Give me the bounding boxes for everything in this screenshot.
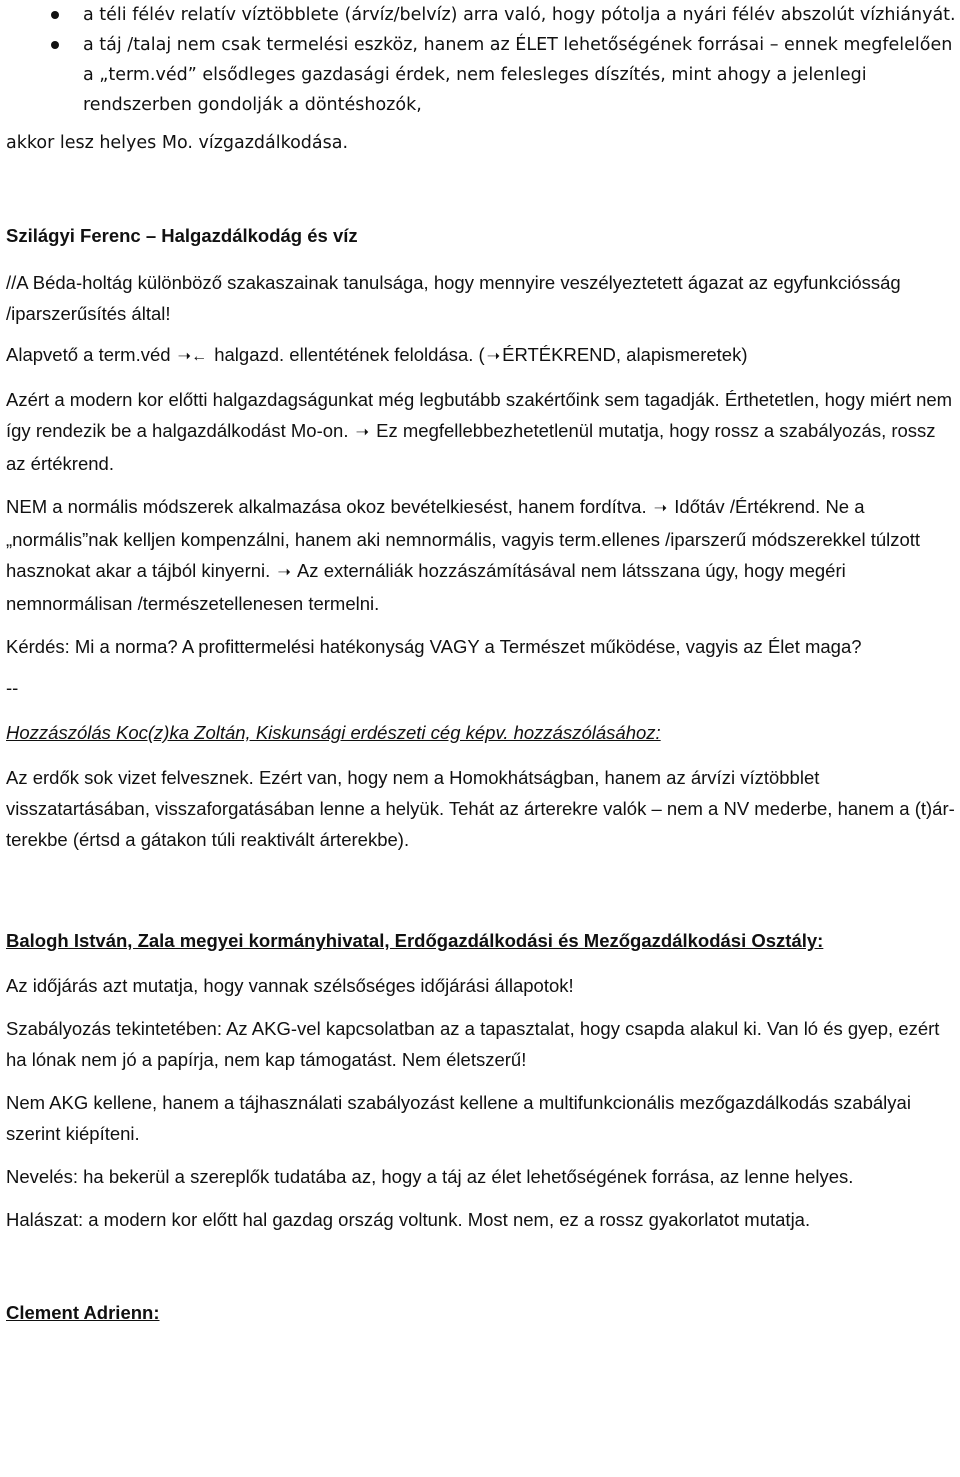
paragraph: Halászat: a modern kor előtt hal gazdag ország voltunk. Most nem, ez a rossz gyakorlatot mutatja. [6,1209,811,1230]
arrow-icon: ➝ [355,424,370,441]
section-heading-szilagyi: Szilágyi Ferenc – Halgazdálkodág és víz [6,225,358,246]
paragraph-text: Ez megfellebbezhetetlenül mutatja, hogy rossz a szabályozás, rossz az értékrend. [6,420,936,474]
paragraph-text: NEM a normális módszerek alkalmazása okoz bevételkiesést, hanem fordítva. [6,496,647,517]
bullet-icon [51,11,59,19]
arrow-icon: ➝← [177,348,208,365]
bullet-icon [51,41,59,49]
arrow-icon: ➝ [486,348,501,365]
paragraph [6,384,956,479]
paragraph [6,339,956,372]
section-heading-clement: Clement Adrienn: [6,1302,160,1323]
paragraph-text: Az externáliák hozzászámításával nem látsszana úgy, hogy megéri nemnormálisan /természetellenesen termelni. [6,560,846,614]
list-item [6,0,956,30]
bullet-conclusion: akkor lesz helyes Mo. vízgazdálkodása. [6,133,349,153]
paragraph: Szabályozás tekintetében: Az AKG-vel kapcsolatban az a tapasztalat, hogy csapda alakul ki. Van ló és gyep, ezért ha lónak nem jó a papírja, nem kap támogatást. Nem életszerű! [6,1018,940,1070]
paragraph-text: Alapvető a term.véd [6,344,171,365]
paragraph: Nevelés: ha bekerül a szereplők tudatába az, hogy a táj az élet lehetőségének forrása, az lenne helyes. [6,1166,854,1187]
paragraph: Az erdők sok vizet felvesznek. Ezért van, hogy nem a Homokhátságban, hanem az árvízi víztöbblet visszatartásában, visszaforgatásában lenne a helyük. Tehát az árterekre valók – nem a NV mederbe, hanem a (t)ár-terekbe (értsd a gátakon túli reaktivált árterekbe). [6,767,955,850]
paragraph: //A Béda-holtág különböző szakaszainak tanulsága, hogy mennyire veszélyeztetett ágazat az egyfunkciósság /iparszerűsítés által! [6,272,901,324]
document-page [6,0,956,1328]
paragraph: Az időjárás azt mutatja, hogy vannak szélsőséges időjárási állapotok! [6,975,574,996]
separator: -- [6,677,19,698]
bullet-list [6,0,956,120]
paragraph-text: halgazd. ellentétének feloldása. ( [214,344,485,365]
list-item [6,30,956,120]
arrow-icon: ➝ [653,500,668,517]
arrow-icon: ➝ [277,564,291,581]
paragraph: Kérdés: Mi a norma? A profittermelési hatékonyság VAGY a Természet működése, vagyis az Élet maga? [6,636,862,657]
bullet-text: a téli félév relatív víztöbblete (árvíz/belvíz) arra való, hogy pótolja a nyári félév abszolút vízhiányát. [83,5,956,25]
paragraph-text: ÉRTÉKREND, alapismeretek) [502,344,748,365]
section-heading-koczka: Hozzászólás Koc(z)ka Zoltán, Kiskunsági erdészeti cég képv. hozzászólásához: [6,722,661,743]
paragraph-text: Időtáv /Értékrend. Ne a „normális”nak kelljen kompenzálni, hanem aki nemnormális, vagyis term.ellenes /iparszerű módszerekkel túlzott hasznokat akar a tájból kinyerni. [6,496,921,581]
paragraph-text: Azért a modern kor előtti halgazdagságunkat még legbutább szakértőink sem tagadják. Érthetetlen, hogy miért nem így rendezik be a halgazdálkodást Mo-on. [6,389,953,441]
paragraph: Nem AKG kellene, hanem a tájhasználati szabályozást kellene a multifunkcionális mezőgazdálkodás szabályai szerint kiépíteni. [6,1092,911,1144]
section-heading-balogh: Balogh István, Zala megyei kormányhivatal, Erdőgazdálkodási és Mezőgazdálkodási Osztály: [6,930,824,951]
paragraph [6,491,956,619]
bullet-text: a táj /talaj nem csak termelési eszköz, hanem az ÉLET lehetőségének forrásai – ennek megfelelően a „term.véd” elsődleges gazdasági érdek, nem felesleges díszítés, mint ahogy a jelenlegi rendszerben gondolják a döntéshozók, [83,35,953,115]
